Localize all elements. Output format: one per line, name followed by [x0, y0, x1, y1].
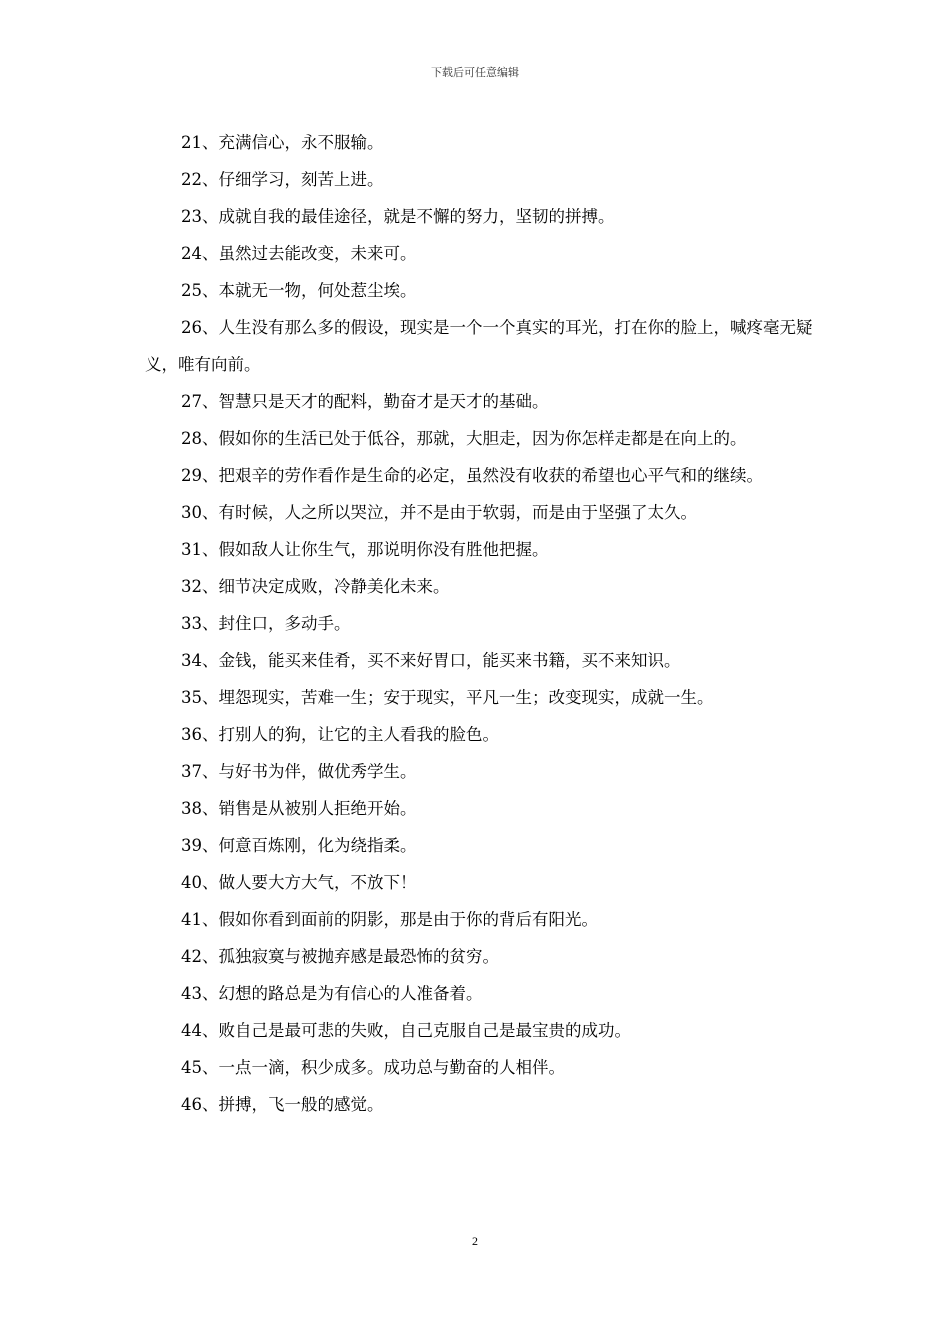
- paragraph: 22、仔细学习，刻苦上进。: [181, 170, 384, 189]
- paragraph: 39、何意百炼刚，化为绕指柔。: [181, 836, 417, 855]
- paragraph: 33、封住口，多动手。: [181, 614, 351, 633]
- paragraph: 21、充满信心，永不服输。: [181, 133, 384, 152]
- paragraph: 45、一点一滴，积少成多。成功总与勤奋的人相伴。: [181, 1058, 565, 1077]
- paragraph: 34、金钱，能买来佳肴，买不来好胃口，能买来书籍，买不来知识。: [181, 651, 681, 670]
- paragraph: 31、假如敌人让你生气，那说明你没有胜他把握。: [181, 540, 549, 559]
- paragraph: 36、打别人的狗，让它的主人看我的脸色。: [181, 725, 499, 744]
- paragraph: 24、虽然过去能改变，未来可。: [181, 244, 417, 263]
- document-body: [145, 124, 815, 1123]
- paragraph: 29、把艰辛的劳作看作是生命的必定，虽然没有收获的希望也心平气和的继续。: [181, 466, 763, 485]
- paragraph: 26、人生没有那么多的假设，现实是一个一个真实的耳光，打在你的脸上，喊疼毫无疑义，唯有向前。: [145, 318, 813, 374]
- paragraph: 23、成就自我的最佳途径，就是不懈的努力，坚韧的拼搏。: [181, 207, 615, 226]
- paragraph: 42、孤独寂寞与被抛弃感是最恐怖的贫穷。: [181, 947, 499, 966]
- paragraph: 27、智慧只是天才的配料，勤奋才是天才的基础。: [181, 392, 549, 411]
- paragraph: 41、假如你看到面前的阴影，那是由于你的背后有阳光。: [181, 910, 598, 929]
- paragraph: 37、与好书为伴，做优秀学生。: [181, 762, 417, 781]
- paragraph: 32、细节决定成败，冷静美化未来。: [181, 577, 450, 596]
- paragraph: 28、假如你的生活已处于低谷，那就，大胆走，因为你怎样走都是在向上的。: [181, 429, 747, 448]
- paragraph: 40、做人要大方大气，不放下！: [181, 873, 417, 892]
- paragraph: 43、幻想的路总是为有信心的人准备着。: [181, 984, 483, 1003]
- paragraph: 30、有时候，人之所以哭泣，并不是由于软弱，而是由于坚强了太久。: [181, 503, 697, 522]
- paragraph: 35、埋怨现实，苦难一生；安于现实，平凡一生；改变现实，成就一生。: [181, 688, 714, 707]
- paragraph: 46、拼搏，飞一般的感觉。: [181, 1095, 384, 1114]
- page-number: 2: [472, 1234, 478, 1248]
- paragraph: 25、本就无一物，何处惹尘埃。: [181, 281, 417, 300]
- paragraph: 38、销售是从被别人拒绝开始。: [181, 799, 417, 818]
- page-header: 下载后可任意编辑: [431, 66, 519, 79]
- paragraph: 44、败自己是最可悲的失败，自己克服自己是最宝贵的成功。: [181, 1021, 631, 1040]
